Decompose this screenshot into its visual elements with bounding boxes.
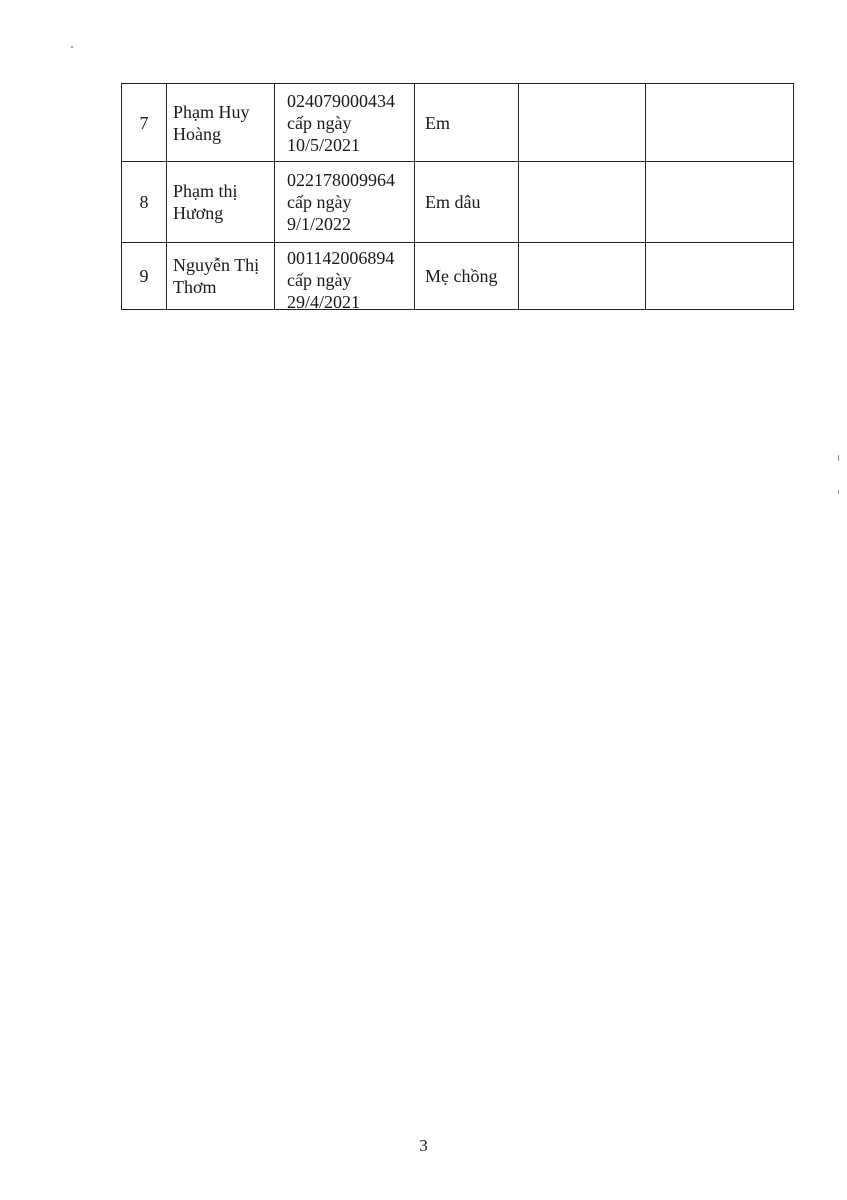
issued-date: 9/1/2022 (287, 214, 352, 234)
row-number: 7 (122, 84, 167, 162)
id-card-cell (275, 84, 415, 162)
member-name-cell (167, 84, 275, 162)
scan-speck (838, 455, 839, 461)
member-name-cell (167, 243, 275, 310)
table-row (122, 162, 794, 243)
member-name-line: Phạm thị (173, 181, 238, 201)
member-name-line: Hoàng (173, 123, 221, 144)
household-members-table (121, 83, 794, 310)
page-number: 3 (419, 1136, 428, 1155)
scan-speck (71, 46, 73, 48)
issued-date: 29/4/2021 (287, 292, 361, 310)
id-card-cell (275, 243, 415, 310)
empty-cell (646, 243, 794, 310)
row-number: 8 (122, 162, 167, 243)
member-name-line: Phạm Huy (173, 101, 250, 122)
empty-cell (646, 162, 794, 243)
relation-cell: Em dâu (415, 162, 519, 243)
issued-label: cấp ngày (287, 192, 352, 212)
empty-cell (519, 243, 646, 310)
member-name-line: Nguyễn Thị (173, 255, 260, 275)
issued-date: 10/5/2021 (287, 134, 361, 155)
member-name-cell (167, 162, 275, 243)
table-row (122, 84, 794, 162)
relation-cell: Mẹ chồng (415, 243, 519, 310)
row-number: 9 (122, 243, 167, 310)
relation-cell: Em (415, 84, 519, 162)
empty-cell (646, 84, 794, 162)
id-card-cell (275, 162, 415, 243)
empty-cell (519, 162, 646, 243)
issued-label: cấp ngày (287, 112, 352, 133)
scan-speck (838, 490, 839, 494)
id-number: 022178009964 (287, 170, 395, 190)
member-name-line: Hương (173, 203, 224, 223)
table-row (122, 243, 794, 310)
id-number: 024079000434 (287, 90, 395, 111)
empty-cell (519, 84, 646, 162)
member-name-line: Thơm (173, 277, 217, 297)
id-number: 001142006894 (287, 248, 395, 268)
issued-label: cấp ngày (287, 270, 352, 290)
